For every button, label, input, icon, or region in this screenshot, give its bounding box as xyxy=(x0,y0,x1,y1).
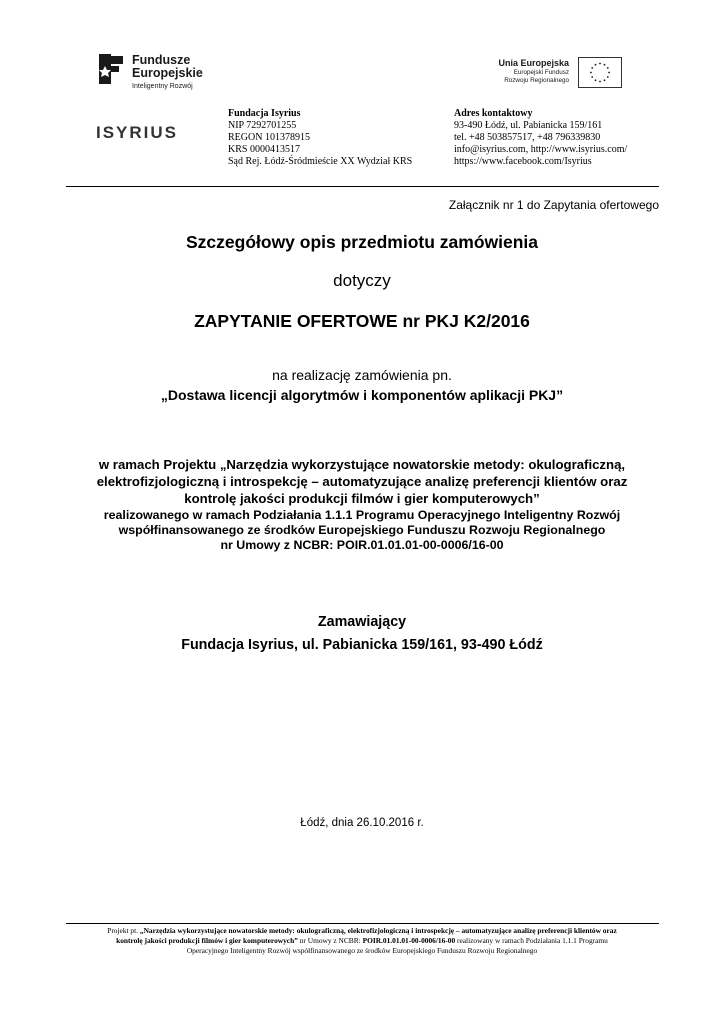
contact-facebook[interactable]: https://www.facebook.com/Isyrius xyxy=(454,156,592,167)
footer-line1 xyxy=(0,926,724,936)
fe-logo-line2: Europejskie xyxy=(132,66,203,80)
eu-star-icon xyxy=(607,76,609,78)
org-nip: NIP 7292701255 xyxy=(228,120,297,131)
footer-prefix: Projekt pt. xyxy=(107,926,140,935)
inquiry-title: ZAPYTANIE OFERTOWE nr PKJ K2/2016 xyxy=(194,311,530,331)
eu-star-icon xyxy=(599,63,601,65)
org-regon: REGON 101378915 xyxy=(228,132,310,143)
eu-star-icon xyxy=(591,76,593,78)
project-line: w ramach Projektu „Narzędzia wykorzystujące nowatorskie metody: okulograficzną, xyxy=(98,457,626,472)
eu-star-icon xyxy=(608,72,610,74)
org-name: Fundacja Isyrius xyxy=(228,108,301,119)
contact-phone: tel. +48 503857517, +48 796339830 xyxy=(454,132,601,143)
contact-email-web[interactable]: info@isyrius.com, http://www.isyrius.com/ xyxy=(454,144,628,155)
eu-star-icon xyxy=(591,67,593,69)
organization-info xyxy=(228,108,412,168)
footer-divider xyxy=(66,923,659,924)
order-intro: na realizację zamówienia pn. xyxy=(272,367,452,383)
footer-line2 xyxy=(0,936,724,946)
program-line: współfinansowanego ze środków Europejskiego Funduszu Rozwoju Regionalnego xyxy=(118,523,606,537)
annex-label: Załącznik nr 1 do Zapytania ofertowego xyxy=(448,198,659,212)
footer-contract-label: nr Umowy z NCBR: xyxy=(297,936,363,945)
eu-star-icon xyxy=(595,64,597,66)
order-name: „Dostawa licencji algorytmów i komponentów aplikacji PKJ” xyxy=(160,387,564,403)
project-description xyxy=(0,456,724,507)
ordering-party-heading: Zamawiający xyxy=(317,614,407,630)
footer xyxy=(0,926,724,956)
document-title: Szczegółowy opis przedmiotu zamówienia xyxy=(186,232,538,252)
fe-star-icon xyxy=(97,52,127,88)
org-court: Sąd Rej. Łódź-Śródmieście XX Wydział KRS xyxy=(228,156,413,167)
footer-project-title-cont: kontrolę jakości produkcji filmów i gier komputerowych” xyxy=(116,936,298,945)
org-krs: KRS 0000413517 xyxy=(228,144,300,155)
fundusze-europejskie-logo xyxy=(97,52,217,100)
eu-star-icon xyxy=(604,64,606,66)
contact-info xyxy=(454,108,627,168)
project-line: kontrolę jakości produkcji filmów i gier komputerowych” xyxy=(184,491,540,506)
project-line: elektrofizjologiczną i introspekcję – automatyzujące analizę preferencji klientów oraz xyxy=(96,474,628,489)
contact-heading: Adres kontaktowy xyxy=(454,108,533,119)
eu-flag-icon xyxy=(578,57,622,88)
eu-star-icon xyxy=(599,81,601,83)
header-divider xyxy=(66,186,659,187)
eu-star-icon xyxy=(595,79,597,81)
eu-star-icon xyxy=(604,79,606,81)
footer-contract-number: POIR.01.01.01-00-0006/16-00 xyxy=(362,936,456,945)
program-line: nr Umowy z NCBR: POIR.01.01.01-00-0006/16-00 xyxy=(220,538,504,552)
footer-program: realizowany w ramach Podziałania 1.1.1 Programu xyxy=(455,936,608,945)
footer-project-title: „Narzędzia wykorzystujące nowatorskie metody: okulograficzną, elektrofizjologiczną i introspekcję – automatyzujące analizę preferencji klientów oraz xyxy=(139,926,617,935)
fe-logo-line3: Inteligentny Rozwój xyxy=(132,83,193,90)
eu-star-icon xyxy=(607,67,609,69)
contact-address: 93-490 Łódź, ul. Pabianicka 159/161 xyxy=(454,120,603,131)
program-line: realizowanego w ramach Podziałania 1.1.1 Programu Operacyjnego Inteligentny Rozwój xyxy=(103,508,621,522)
ordering-party: Fundacja Isyrius, ul. Pabianicka 159/161, 93-490 Łódź xyxy=(181,637,543,653)
eu-logo-line3: Rozwoju Regionalnego xyxy=(504,77,569,84)
fe-logo-line1: Fundusze xyxy=(132,53,191,67)
place-date: Łódź, dnia 26.10.2016 r. xyxy=(300,817,424,829)
eu-star-icon xyxy=(590,72,592,74)
footer-line3: Operacyjnego Inteligentny Rozwój współfinansowanego ze środków Europejskiego Funduszu Rozwoju Regionalnego xyxy=(186,946,538,955)
eu-logo-line1: Unia Europejska xyxy=(498,58,569,68)
eu-logo-line2: Europejski Fundusz xyxy=(513,69,569,76)
eu-logo xyxy=(480,57,622,93)
program-description xyxy=(0,508,724,553)
isyrius-logo: ISYRIUS xyxy=(96,123,179,142)
concerning-label: dotyczy xyxy=(333,271,391,290)
